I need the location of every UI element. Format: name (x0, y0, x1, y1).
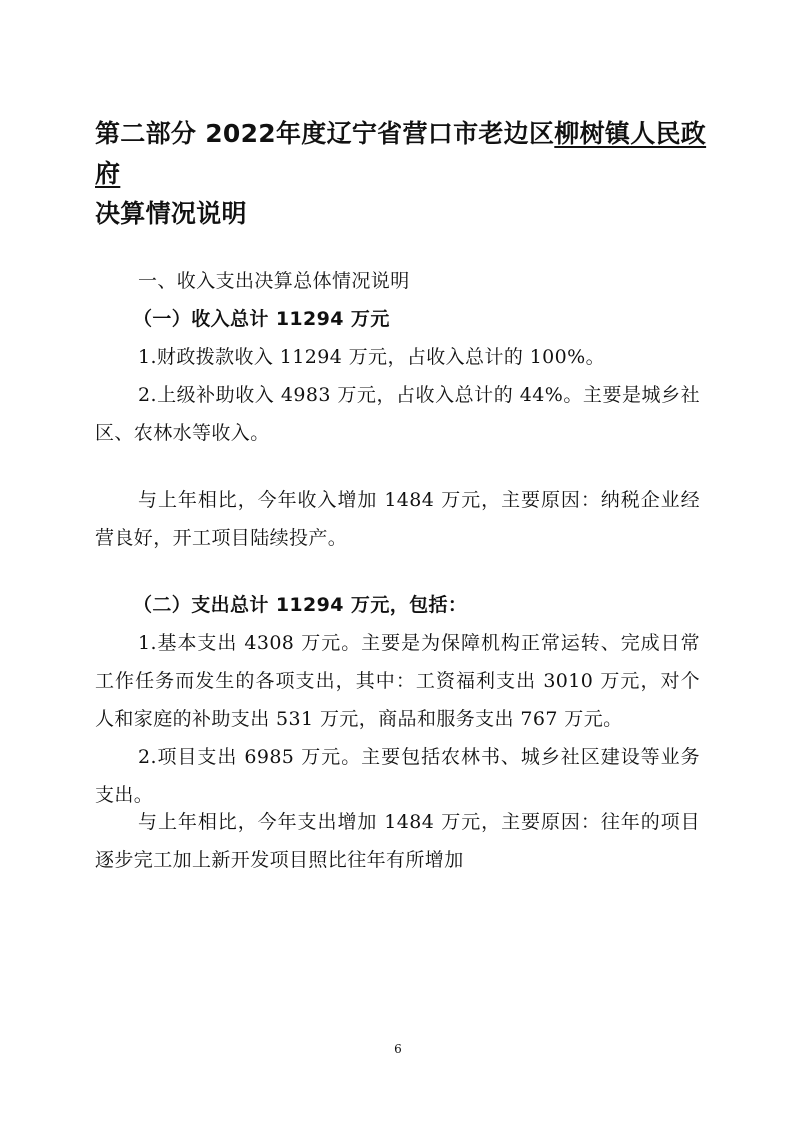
expense-subheading: （二）支出总计 11294 万元，包括： (133, 594, 468, 616)
expense-item-1: 1.基本支出 4308 万元。主要是为保障机构正常运转、完成日常工作任务而发生的各项支出，其中：工资福利支出 3010 万元，对个人和家庭的补助支出 531 万元，商品和服务支出 767 万元。 (95, 632, 700, 730)
expense-item-2: 2.项目支出 6985 万元。主要包括农林书、城乡社区建设等业务支出。 (95, 746, 700, 806)
expense-comparison-lead: 与上年相比，今年支出增加 1484 万元，主要原因： (138, 811, 601, 833)
document-title (95, 114, 715, 234)
income-item-2: 2.上级补助收入 4983 万元，占收入总计的 44%。主要是城乡社区、农林水等收入。 (95, 384, 700, 444)
income-comparison: 与上年相比，今年收入增加 1484 万元，主要原因：纳税企业经营良好，开工项目陆续投产。 (95, 489, 700, 549)
title-part-2-underlined: 柳树镇人民政府 (95, 119, 707, 188)
expense-comparison (95, 803, 700, 879)
income-subheading: （一）收入总计 11294 万元 (133, 308, 390, 330)
page-number: 6 (394, 1042, 402, 1056)
expense-comparison-reason: 往年的项目逐步完工加上新开发项目照比往年有所增加 (95, 811, 700, 871)
income-item-1: 1.财政拨款收入 11294 万元，占收入总计的 100%。 (138, 346, 606, 368)
section-heading: 一、收入支出决算总体情况说明 (138, 270, 410, 292)
title-part-3: 决算情况说明 (95, 199, 247, 228)
title-part-1: 第二部分 2022年度辽宁省营口市老边区 (95, 119, 555, 148)
